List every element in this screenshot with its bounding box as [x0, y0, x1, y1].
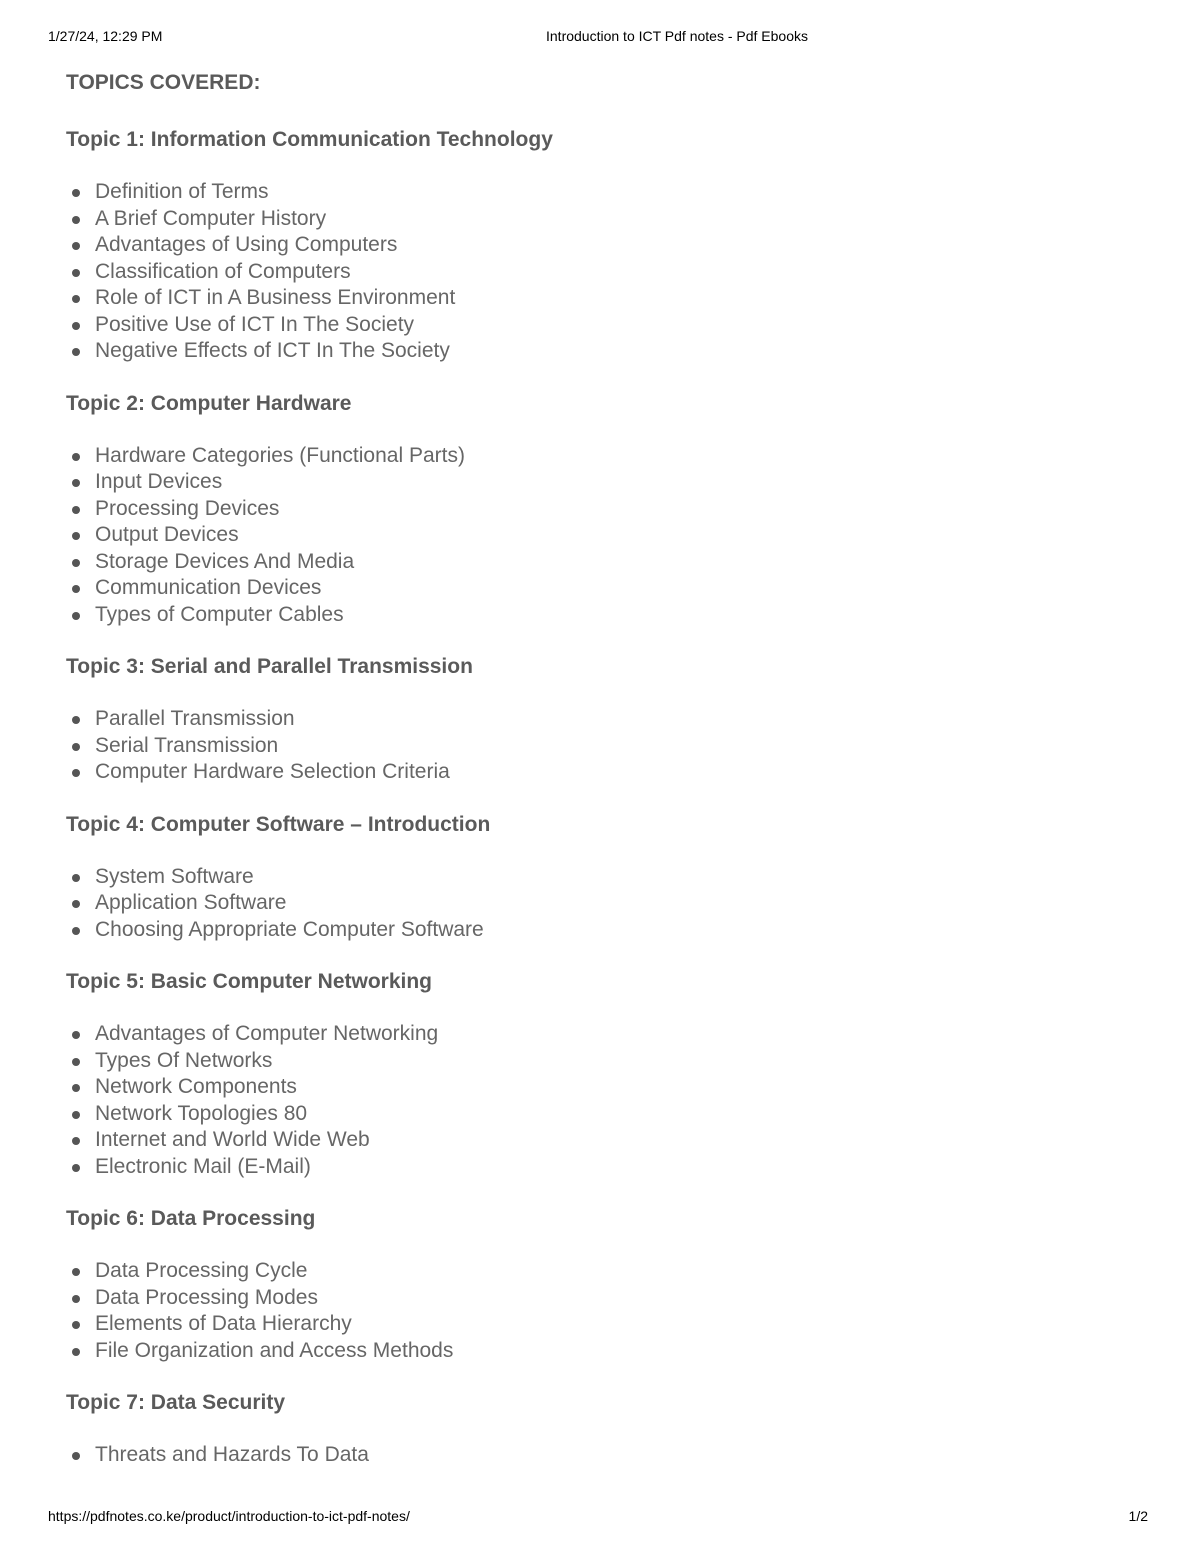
- list-item: Choosing Appropriate Computer Software: [95, 917, 1146, 944]
- list-item: Threats and Hazards To Data: [95, 1442, 1146, 1469]
- topic-heading: Topic 7: Data Security: [66, 1391, 286, 1414]
- list-item: Negative Effects of ICT In The Society: [95, 338, 1146, 365]
- topic-heading: Topic 5: Basic Computer Networking: [66, 970, 432, 993]
- list-item: Processing Devices: [95, 496, 1146, 523]
- print-url: https://pdfnotes.co.ke/product/introduction-to-ict-pdf-notes/: [48, 1508, 410, 1524]
- list-item: Elements of Data Hierarchy: [95, 1311, 1146, 1338]
- list-item: System Software: [95, 864, 1146, 891]
- list-item: File Organization and Access Methods: [95, 1338, 1146, 1365]
- print-datetime: 1/27/24, 12:29 PM: [48, 28, 163, 44]
- topic-list: [66, 443, 1146, 629]
- section-title: TOPICS COVERED:: [66, 71, 261, 94]
- list-item: Data Processing Modes: [95, 1285, 1146, 1312]
- document-content: [66, 68, 1146, 1493]
- topic-list: [66, 1021, 1146, 1180]
- list-item: Types Of Networks: [95, 1048, 1146, 1075]
- page-number: 1/2: [1128, 1508, 1148, 1524]
- topic-list: [66, 1258, 1146, 1364]
- list-item: Advantages of Computer Networking: [95, 1021, 1146, 1048]
- print-footer: [0, 1508, 1200, 1528]
- topic-heading: Topic 1: Information Communication Technology: [66, 128, 553, 151]
- list-item: Internet and World Wide Web: [95, 1127, 1146, 1154]
- list-item: Classification of Computers: [95, 259, 1146, 286]
- list-item: Application Software: [95, 890, 1146, 917]
- list-item: Hardware Categories (Functional Parts): [95, 443, 1146, 470]
- list-item: Computer Hardware Selection Criteria: [95, 759, 1146, 786]
- list-item: Definition of Terms: [95, 179, 1146, 206]
- print-header: [0, 28, 1200, 48]
- topic-heading: Topic 2: Computer Hardware: [66, 391, 352, 415]
- topic-list: [66, 179, 1146, 365]
- list-item: Types of Computer Cables: [95, 602, 1146, 629]
- list-item: Input Devices: [95, 469, 1146, 496]
- list-item: Network Topologies 80: [95, 1101, 1146, 1128]
- list-item: Network Components: [95, 1074, 1146, 1101]
- list-item: Positive Use of ICT In The Society: [95, 312, 1146, 339]
- topic-list: [66, 706, 1146, 786]
- topic-list: [66, 1442, 1146, 1469]
- topic-list: [66, 864, 1146, 944]
- topics-container: [66, 125, 1146, 1469]
- list-item: Communication Devices: [95, 575, 1146, 602]
- list-item: Electronic Mail (E-Mail): [95, 1154, 1146, 1181]
- list-item: Serial Transmission: [95, 733, 1146, 760]
- list-item: Advantages of Using Computers: [95, 232, 1146, 259]
- list-item: Data Processing Cycle: [95, 1258, 1146, 1285]
- topic-heading: Topic 3: Serial and Parallel Transmission: [66, 655, 473, 678]
- list-item: Parallel Transmission: [95, 706, 1146, 733]
- list-item: A Brief Computer History: [95, 206, 1146, 233]
- topic-heading: Topic 6: Data Processing: [66, 1207, 316, 1230]
- list-item: Role of ICT in A Business Environment: [95, 285, 1146, 312]
- list-item: Output Devices: [95, 522, 1146, 549]
- topic-heading: Topic 4: Computer Software – Introduction: [66, 812, 491, 836]
- list-item: Storage Devices And Media: [95, 549, 1146, 576]
- print-page-title: Introduction to ICT Pdf notes - Pdf Ebooks: [546, 28, 808, 44]
